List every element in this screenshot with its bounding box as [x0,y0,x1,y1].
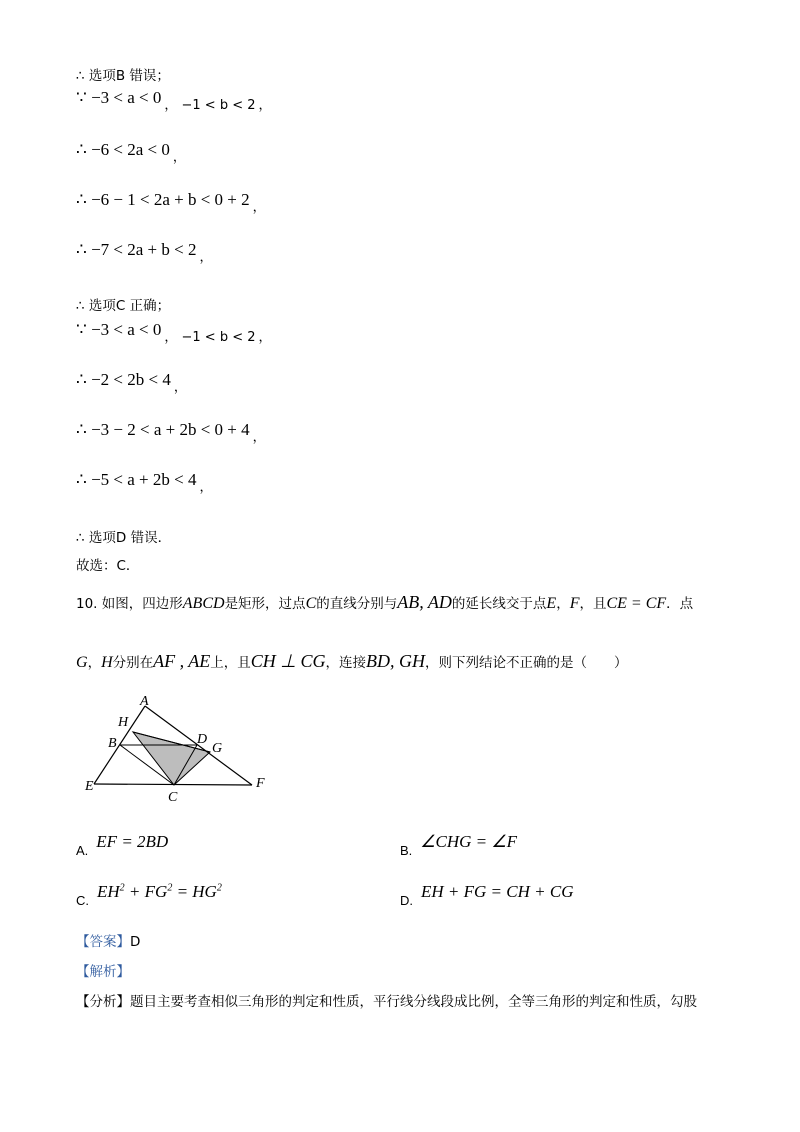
line-2a-range [76,140,186,165]
q-text: 上，且 [210,655,251,671]
line-option-b-wrong: ∴ 选项B 错误； [76,68,170,84]
label-d: D [197,732,208,747]
option-b[interactable] [400,832,518,860]
line-2a-plus-b-range [76,240,213,265]
label-g: G [212,741,223,756]
comma: ， [258,330,272,345]
fenxi-line [76,990,697,1010]
math-a-range: ∵ −3 < a < 0 [76,320,162,339]
line-given-ab-1 [76,88,272,113]
option-expr [97,882,222,901]
q-math: H [101,654,113,671]
fenxi-tag: 【分析】 [76,994,130,1010]
q-text: 如图，四边形 [101,596,183,612]
expr-exponent: 2 [119,882,125,894]
line-a-plus-2b-sum [76,420,266,445]
label-f: F [256,776,265,791]
comma: ， [173,380,187,395]
expr-part: = HG [176,882,217,901]
option-c[interactable] [76,882,222,910]
option-letter: B. [400,843,413,858]
comma: ， [199,250,213,265]
question-10-line-1 [76,592,693,613]
q-math: F [569,595,580,612]
option-a[interactable] [76,832,169,860]
option-expr: EF = 2BD [96,832,169,851]
answer-value: D [130,934,141,950]
option-expr: EH + FG = CH + CG [421,882,574,901]
q-text: 的直线分别与 [316,596,398,612]
analysis-tag: 【解析】 [76,964,130,980]
math-sum-step: ∴ −3 − 2 < a + 2b < 0 + 4 [76,420,250,439]
answer-tag: 【答案】 [76,934,130,950]
q-text: ， [87,655,102,671]
math-sum-step: ∴ −6 − 1 < 2a + b < 0 + 2 [76,190,250,209]
option-letter: D. [400,893,413,908]
q-math: AB, AD [397,592,452,612]
expr-exponent: 2 [167,882,173,894]
label-h: H [118,715,129,730]
math-a-plus-2b-range: ∴ −5 < a + 2b < 4 [76,470,197,489]
line-2b-range [76,370,187,395]
q-math: CE = CF [606,595,667,612]
line-a-plus-2b-range [76,470,213,495]
line-option-c-correct: ∴ 选项C 正确； [76,298,171,314]
line-2a-plus-b-sum [76,190,266,215]
q-math: AF , AE [153,651,211,671]
q-math: ABCD [182,595,225,612]
analysis-line [76,960,130,980]
math-2b-range: ∴ −2 < 2b < 4 [76,370,171,389]
option-letter: C. [76,893,89,908]
q-math: E [546,595,557,612]
q-text: ，则下列结论不正确的是（ ） [424,655,628,671]
line-given-ab-2 [76,320,272,345]
question-10-line-2 [76,651,627,672]
q-text: 的延长线交于点 [451,596,547,612]
comma: ， [252,430,266,445]
q-math: BD, GH [365,651,425,671]
comma: ， [199,480,213,495]
q-text: ，且 [579,596,607,612]
q-text: 分别在 [112,655,154,671]
option-expr: ∠CHG = ∠F [420,832,518,851]
q-text: ，连接 [325,655,366,671]
q-text: ．点 [666,596,694,612]
comma: ， [258,98,272,113]
q-math: C [305,595,317,612]
math-2a-range: ∴ −6 < 2a < 0 [76,140,170,159]
math-b-range: ， −1 < b < 2 [164,330,256,345]
line-choose-c: 故选：C． [76,558,140,574]
label-a: A [140,694,149,709]
q-math: CH ⊥ CG [250,651,326,671]
comma: ， [172,150,186,165]
line-option-d-wrong: ∴ 选项D 错误． [76,530,172,546]
math-a-range: ∵ −3 < a < 0 [76,88,162,107]
expr-exponent: 2 [216,882,222,894]
fenxi-text: 题目主要考查相似三角形的判定和性质，平行线分线段成比例，全等三角形的判定和性质，勾股 [130,994,697,1010]
q-math: G [76,654,88,671]
comma: ， [252,200,266,215]
question-number: 10. [76,596,98,612]
expr-part: EH [97,882,120,901]
option-letter: A. [76,843,89,858]
math-b-range: ， −1 < b < 2 [164,98,256,113]
answer-line [76,930,140,950]
expr-part: + FG [128,882,168,901]
option-d[interactable] [400,882,574,910]
label-b: B [108,736,117,751]
q-text: 是矩形，过点 [224,596,306,612]
q-text: ， [556,596,570,612]
label-c: C [168,790,178,805]
geometry-figure [80,690,280,810]
math-2a-plus-b-range: ∴ −7 < 2a + b < 2 [76,240,197,259]
label-e: E [85,779,94,794]
